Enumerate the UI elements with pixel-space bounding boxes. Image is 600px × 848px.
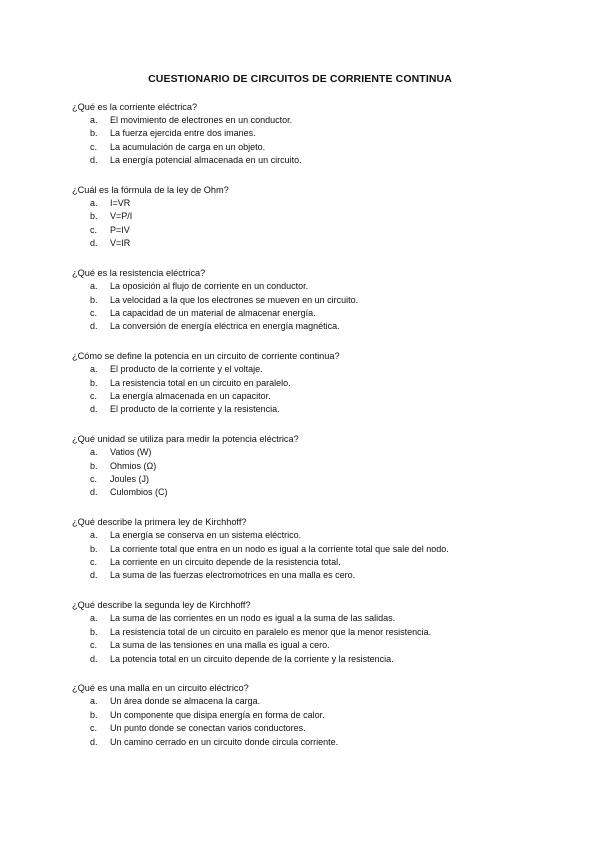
option-letter: b.	[90, 128, 98, 139]
option-letter: c.	[90, 557, 98, 568]
option-item	[72, 363, 572, 376]
question-text: ¿Qué es la resistencia eléctrica?	[72, 268, 206, 279]
option-text: La corriente total que entra en un nodo es igual a la corriente total que sale del nodo.	[110, 543, 449, 554]
option-item	[72, 529, 572, 542]
option-list	[72, 695, 572, 749]
option-item	[72, 543, 572, 556]
option-text: El producto de la corriente y la resistencia.	[110, 404, 280, 415]
option-letter: c.	[90, 474, 98, 485]
option-letter: b.	[90, 460, 98, 471]
option-text: V=IR	[110, 238, 131, 249]
option-list	[72, 114, 572, 168]
option-list	[72, 197, 572, 251]
option-text: La conversión de energía eléctrica en energía magnética.	[110, 321, 340, 332]
option-list	[72, 363, 572, 417]
option-text: La energía se conserva en un sistema eléctrico.	[110, 530, 302, 541]
option-list	[72, 446, 572, 500]
option-text: Un área donde se almacena la carga.	[110, 696, 261, 707]
option-text: P=IV	[110, 224, 130, 235]
option-text: La suma de las corrientes en un nodo es igual a la suma de las salidas.	[110, 613, 396, 624]
option-letter: d.	[90, 155, 98, 166]
option-text: La energía potencial almacenada en un circuito.	[110, 155, 302, 166]
option-item	[72, 280, 572, 293]
question-5	[72, 433, 572, 500]
option-item	[72, 486, 572, 499]
option-item	[72, 197, 572, 210]
question-4	[72, 350, 572, 417]
option-letter: c.	[90, 640, 98, 651]
option-item	[72, 639, 572, 652]
question-text: ¿Qué describe la segunda ley de Kirchhoff?	[72, 600, 251, 611]
option-letter: a.	[90, 447, 98, 458]
option-letter: d.	[90, 487, 98, 498]
option-text: La resistencia total de un circuito en paralelo es menor que la menor resistencia.	[110, 626, 432, 637]
option-text: La suma de las tensiones en una malla es igual a cero.	[110, 640, 330, 651]
option-letter: d.	[90, 238, 98, 249]
question-text: ¿Qué unidad se utiliza para medir la potencia eléctrica?	[72, 434, 299, 445]
option-letter: d.	[90, 736, 98, 747]
option-item	[72, 460, 572, 473]
option-item	[72, 390, 572, 403]
question-text: ¿Qué es la corriente eléctrica?	[72, 102, 198, 112]
option-letter: b.	[90, 377, 98, 388]
option-text: I=VR	[110, 198, 131, 209]
question-text: ¿Cómo se define la potencia en un circuito de corriente continua?	[72, 351, 340, 362]
option-item	[72, 736, 572, 749]
option-text: La capacidad de un material de almacenar energía.	[110, 307, 316, 318]
option-item	[72, 653, 572, 666]
option-item	[72, 556, 572, 569]
option-item	[72, 377, 572, 390]
option-text: La suma de las fuerzas electromotrices en una malla es cero.	[110, 570, 356, 581]
option-item	[72, 127, 572, 140]
option-text: Joules (J)	[110, 474, 150, 485]
question-6	[72, 516, 572, 583]
option-text: V=P/I	[110, 211, 133, 222]
option-list	[72, 612, 572, 666]
option-letter: a.	[90, 281, 98, 292]
option-item	[72, 320, 572, 333]
option-letter: a.	[90, 613, 98, 624]
option-text: Ohmios (Ω)	[110, 460, 157, 471]
option-letter: a.	[90, 530, 98, 541]
question-1	[72, 101, 572, 168]
question-3	[72, 267, 572, 334]
option-item	[72, 722, 572, 735]
option-letter: c.	[90, 141, 98, 152]
option-letter: a.	[90, 364, 98, 375]
option-item	[72, 626, 572, 639]
option-letter: b.	[90, 211, 98, 222]
question-text: ¿Qué describe la primera ley de Kirchhoff?	[72, 517, 247, 528]
option-letter: b.	[90, 543, 98, 554]
question-8	[72, 682, 572, 749]
option-letter: c.	[90, 224, 98, 235]
option-text: Un punto donde se conectan varios conductores.	[110, 723, 306, 734]
option-item	[72, 114, 572, 127]
option-letter: a.	[90, 115, 98, 125]
option-letter: b.	[90, 626, 98, 637]
option-list	[72, 529, 572, 583]
option-item	[72, 307, 572, 320]
option-letter: d.	[90, 321, 98, 332]
option-text: Vatios (W)	[110, 447, 152, 458]
option-text: La energía almacenada en un capacitor.	[110, 390, 271, 401]
option-item	[72, 612, 572, 625]
option-text: La fuerza ejercida entre dos imanes.	[110, 128, 256, 139]
option-item	[72, 709, 572, 722]
option-item	[72, 141, 572, 154]
option-letter: b.	[90, 709, 98, 720]
option-letter: a.	[90, 696, 98, 707]
option-text: Culombios (C)	[110, 487, 168, 498]
option-item	[72, 224, 572, 237]
option-text: La corriente en un circuito depende de la resistencia total.	[110, 557, 341, 568]
option-letter: c.	[90, 307, 98, 318]
question-text: ¿Qué es una malla en un circuito eléctrico?	[72, 683, 249, 694]
option-text: Un componente que disipa energía en forma de calor.	[110, 709, 325, 720]
option-letter: d.	[90, 404, 98, 415]
option-letter: a.	[90, 198, 98, 209]
option-text: La acumulación de carga en un objeto.	[110, 141, 266, 152]
option-text: El movimiento de electrones en un conductor.	[110, 115, 293, 125]
question-text: ¿Cuál es la fórmula de la ley de Ohm?	[72, 185, 229, 196]
option-text: Un camino cerrado en un circuito donde circula corriente.	[110, 736, 339, 747]
option-item	[72, 403, 572, 416]
option-letter: c.	[90, 723, 98, 734]
option-item	[72, 294, 572, 307]
option-item	[72, 210, 572, 223]
option-text: La oposición al flujo de corriente en un conductor.	[110, 281, 309, 292]
option-item	[72, 569, 572, 582]
option-text: La potencia total en un circuito depende de la corriente y la resistencia.	[110, 653, 394, 664]
option-item	[72, 473, 572, 486]
question-7	[72, 599, 572, 666]
option-item	[72, 695, 572, 708]
option-text: El producto de la corriente y el voltaje.	[110, 364, 263, 375]
option-letter: b.	[90, 294, 98, 305]
option-letter: d.	[90, 653, 98, 664]
question-list	[72, 101, 572, 766]
option-text: La resistencia total en un circuito en paralelo.	[110, 377, 291, 388]
option-text: La velocidad a la que los electrones se mueven en un circuito.	[110, 294, 359, 305]
option-letter: c.	[90, 390, 98, 401]
option-item	[72, 446, 572, 459]
option-item	[72, 154, 572, 167]
question-2	[72, 184, 572, 251]
option-letter: d.	[90, 570, 98, 581]
option-item	[72, 237, 572, 250]
document-title: CUESTIONARIO DE CIRCUITOS DE CORRIENTE CONTINUA	[148, 73, 452, 85]
option-list	[72, 280, 572, 334]
